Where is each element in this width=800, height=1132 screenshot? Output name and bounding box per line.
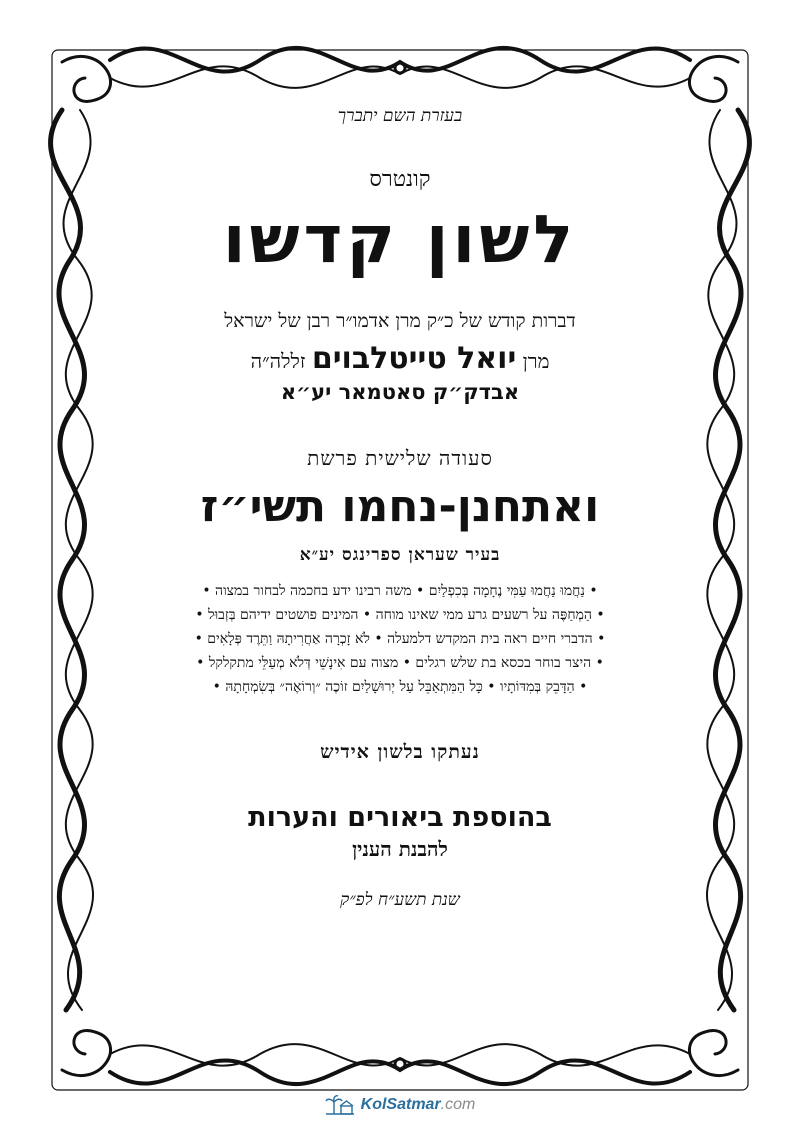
city-line: בעיר שעראן ספרינגס יע״א	[299, 545, 501, 565]
main-title: לשון קדשו	[222, 201, 578, 278]
brand-name: KolSatmar	[360, 1096, 441, 1113]
footer-brand[interactable]	[0, 1092, 800, 1118]
palm-tree-house-icon	[325, 1094, 355, 1116]
rebbe-suffix: זללה״ה	[250, 349, 306, 373]
topic-line: • הדברי חיים ראה בית המקדש דלמעלה • לֹא זָכְרָה אַחֲרִיתָהּ וַתֵּרֶד פְּלָאִים •	[194, 631, 606, 647]
topic-line: • נַחֲמוּ נַחֲמוּ עַמִּי נֶחָמָה בְּכִפְלַיִם • משה רבינו ידע בחכמה לבחור במצוה •	[202, 583, 598, 599]
seuda-shlishis-line: סעודה שלישית פרשת	[307, 446, 493, 470]
words-of-holiness-line: דברות קודש של כ״ק מרן אדמו״ר רבן של ישראל	[224, 310, 576, 332]
translated-line: נעתקו בלשון אידיש	[320, 741, 480, 763]
rebbe-name: יואל טייטלבוים	[311, 341, 517, 376]
topics-list	[150, 579, 650, 699]
top-border-flourish	[110, 48, 690, 72]
understanding-line: להבנת הענין	[352, 837, 448, 861]
parsha-title: ואתחנן-נחמו תשי״ז	[200, 481, 600, 532]
kuntres-label: קונטרס	[369, 167, 431, 192]
additions-title: בהוספת ביאורים והערות	[248, 802, 552, 833]
topic-line: • הַדָּבֵק בְּמִדּוֹתָיו • כָּל הַמִּתְאַבֵּל עַל יְרוּשָׁלַיִם זוֹכֶה ״וְרוֹאֶה״ בְּשִׂמְחָתָהּ •	[212, 679, 588, 695]
av-beis-din-line: אבדק״ק סאטמאר יע״א	[280, 380, 520, 404]
rebbe-name-line	[150, 341, 650, 376]
top-blessing: בעזרת השם יתברך	[337, 106, 463, 126]
title-page-content	[150, 100, 650, 1030]
topic-line: • היצר בוחר בכסא בת שלש רגלים • מצוה עם אִינָשֵׁי דְּלֹא מְעַלֵּי מתקלקל •	[196, 655, 604, 671]
brand-domain: .com	[440, 1096, 476, 1113]
rebbe-prefix: מרן	[522, 349, 550, 373]
topic-line: • הַמְחַפֶּה על רשעים גרע ממי שאינו מוחה • המינים פושטים ידיהם בְּזְבוּל •	[195, 607, 605, 623]
year-line: שנת תשע״ח לפ״ק	[340, 890, 460, 910]
bottom-border-flourish	[110, 1060, 690, 1084]
footer-domain-text	[361, 1096, 476, 1114]
